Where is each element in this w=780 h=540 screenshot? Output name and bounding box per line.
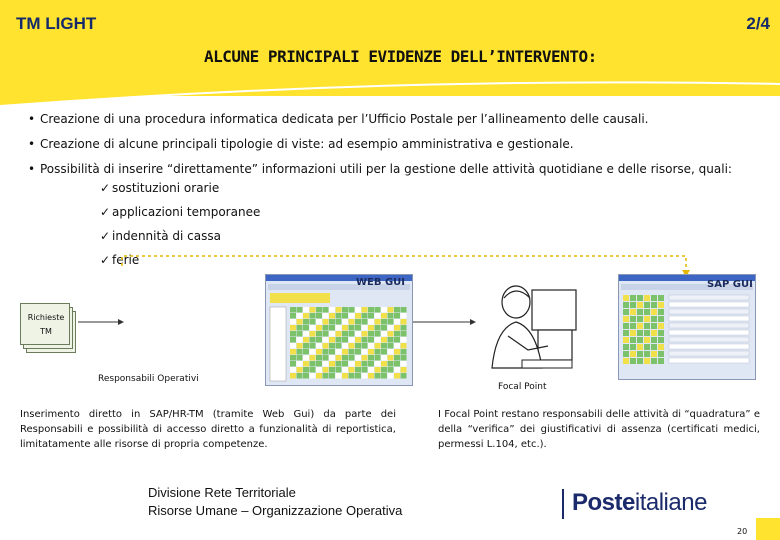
check-icon: ✓: [100, 205, 111, 219]
check-item: ✓ sostituzioni orarie: [100, 181, 220, 195]
check-icon: ✓: [100, 181, 111, 195]
poste-italiane-logo: Posteitaliane: [572, 489, 707, 516]
web-gui-screenshot: [265, 274, 413, 386]
sap-gui-screenshot: [618, 274, 756, 380]
bullet-item: • Possibilità di inserire “direttamente” informazioni utili per la gestione delle attività quotidiane e delle risorse, quali:: [28, 162, 732, 176]
responsabili-label: Responsabili Operativi: [98, 374, 199, 384]
page-counter: 2/4: [746, 14, 770, 33]
paragraph-right: I Focal Point restano responsabili delle attività di “quadratura” e della “verifica” dei giustificativi di assenza (certificati medici, permessi L.104, etc.).: [438, 409, 760, 450]
bullet-list: [28, 112, 768, 187]
footer-division: [148, 484, 402, 520]
paragraph-left: Inserimento diretto in SAP/HR-TM (tramite Web Gui) da parte dei Responsabili e possibilità di accesso diretto a funzionalità di reportistica, limitatamente alle risorse di propria competenze.: [20, 409, 396, 450]
requests-label: Richieste TM: [27, 313, 65, 336]
bullet-item: • Creazione di una procedura informatica dedicata per l’Ufficio Postale per l’allineamento delle causali.: [28, 112, 649, 126]
focal-point-label: Focal Point: [498, 382, 547, 392]
focal-point-person-icon: [478, 276, 590, 380]
check-item: ✓ ferie: [100, 253, 140, 267]
check-item: ✓ indennità di cassa: [100, 229, 221, 243]
page-title: TM LIGHT: [16, 14, 97, 33]
bullet-item: • Creazione di alcune principali tipologie di viste: ad esempio amministrativa e gestionale.: [28, 137, 574, 151]
check-item: ✓ applicazioni temporanee: [100, 205, 261, 219]
requests-stack: [20, 303, 74, 351]
logo-divider: [562, 489, 564, 519]
section-subtitle: ALCUNE PRINCIPALI EVIDENZE DELL’INTERVENTO:: [204, 47, 597, 66]
page-number: 20: [737, 527, 748, 536]
check-list: [100, 180, 260, 276]
corner-accent: [756, 518, 780, 540]
header-curve: [0, 70, 780, 110]
footer-line-2: Risorse Umane – Organizzazione Operativa: [148, 503, 403, 518]
sap-gui-label: SAP GUI: [707, 279, 753, 290]
check-icon: ✓: [100, 229, 111, 243]
web-gui-label: WEB GUI: [356, 277, 406, 288]
footer-line-1: Divisione Rete Territoriale: [148, 485, 296, 500]
check-icon: ✓: [100, 253, 111, 267]
